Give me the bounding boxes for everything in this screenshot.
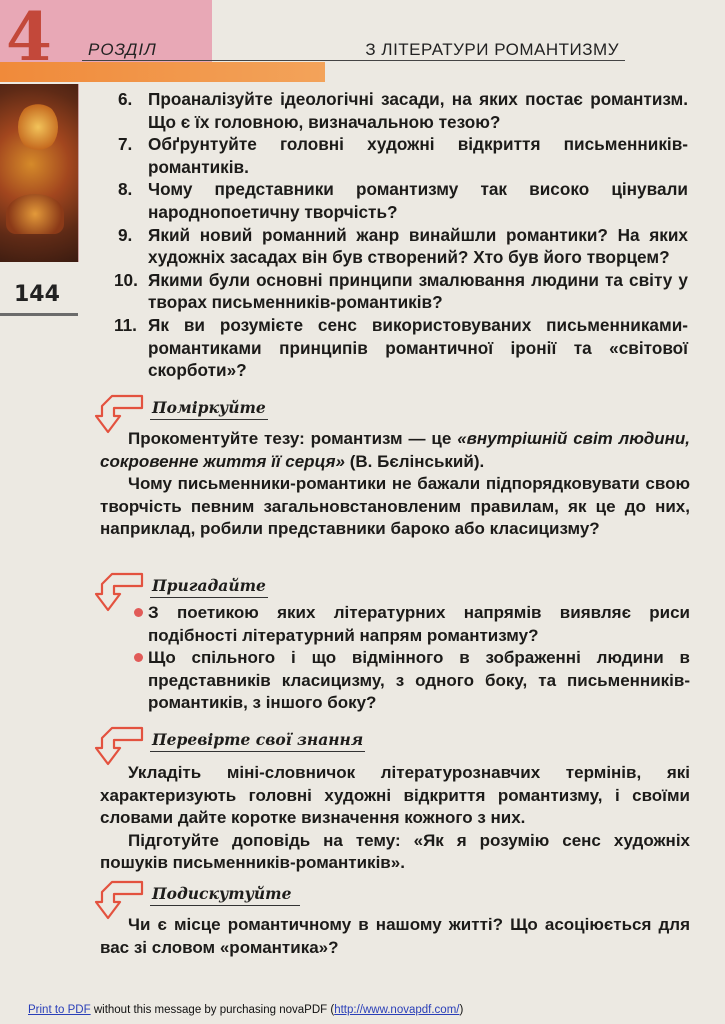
question-list [114, 88, 688, 382]
arrow-icon [94, 392, 148, 436]
question-item [118, 178, 688, 223]
question-item [114, 269, 688, 314]
question-number: 10. [114, 269, 138, 290]
section-header [100, 730, 690, 754]
header-rule [82, 60, 625, 61]
section-remember [100, 576, 690, 715]
section-paragraph: Підготуйте доповідь на тему: «Як я розумію сенс художніх пошуків письменників-романтиків». [100, 830, 690, 873]
bullet-text: Що спільного і що відмінного в зображенні людини в представників класицизму, з одного боку, та письменників-романтиків, з іншого боку? [148, 648, 690, 713]
side-illustration [0, 84, 78, 262]
novapdf-link[interactable]: http://www.novapdf.com/ [334, 1004, 460, 1016]
page-number-rule [0, 313, 78, 316]
question-text: Обґрунтуйте головні художні відкриття письменників-романтиків. [148, 134, 688, 177]
bullet-list [100, 602, 690, 715]
question-number: 11. [114, 314, 137, 335]
question-number: 8. [118, 179, 133, 200]
bullet-item [148, 602, 690, 647]
section-paragraph: Чи є місце романтичному в нашому житті? Що асоціюється для вас зі словом «романтика»? [100, 915, 690, 957]
footer-text: without this message by purchasing novaPDF ( [90, 1004, 335, 1016]
section-discuss [100, 884, 690, 959]
chapter-title: З ЛІТЕРАТУРИ РОМАНТИЗМУ [365, 40, 619, 59]
pdf-footer [28, 1004, 463, 1016]
quote-text: «внутрішній світ людини, сокровенне життя її серця» [100, 429, 690, 471]
section-title: Пригадайте [152, 576, 266, 595]
bullet-text: З поетикою яких літературних напрямів виявляє риси подібності літературний напрям романтизму? [148, 603, 690, 645]
section-reflect [100, 398, 690, 541]
question-number: 9. [118, 224, 133, 245]
question-text: Чому представники романтизму так високо цінували народнопоетичну творчість? [148, 179, 688, 222]
chapter-number: 4 [6, 0, 52, 76]
question-text: Якими були основні принципи змалювання людини та світу у творах письменників-романтиків? [148, 269, 688, 313]
question-item [114, 314, 688, 382]
section-title: Перевірте свої знання [152, 730, 364, 749]
paragraph-text: (В. Бєлінський). [345, 451, 485, 471]
section-title-underline [150, 597, 268, 598]
question-item [118, 88, 688, 133]
question-text: Який новий романний жанр винайшли романтики? На яких художніх засадах він був створений? Хто був його творцем? [148, 224, 688, 268]
section-header [100, 398, 690, 422]
section-check [100, 730, 690, 875]
section-title-underline [150, 419, 268, 420]
bullet-dot [134, 653, 143, 662]
question-number: 6. [118, 89, 133, 109]
illustration-detail [6, 194, 64, 234]
footer-text: ) [459, 1004, 464, 1016]
arrow-icon [94, 724, 148, 768]
question-number: 7. [118, 134, 133, 155]
question-item [118, 224, 688, 269]
bullet-dot [134, 608, 143, 617]
section-header [100, 884, 690, 908]
section-header [100, 576, 690, 600]
section-paragraph: Чому письменники-романтики не бажали підпорядковувати свою творчість певним загальновстановленим правилам, як це до них, наприклад, робили представники бароко або класицизму? [100, 474, 690, 539]
arrow-icon [94, 878, 148, 922]
question-text: Як ви розумієте сенс використовуваних письменниками-романтиками принципів романтичної іронії та «світової скорботи»? [148, 314, 688, 381]
section-title: Поміркуйте [152, 398, 266, 417]
side-divider [78, 84, 79, 262]
page-number: 144 [14, 282, 60, 307]
section-title: Подискутуйте [152, 884, 292, 903]
question-item [118, 133, 688, 178]
section-paragraph [100, 428, 690, 473]
bullet-item [148, 647, 690, 715]
paragraph-text: Прокоментуйте тезу: романтизм — це [128, 429, 458, 448]
illustration-detail [18, 102, 58, 152]
print-to-pdf-link[interactable]: Print to PDF [28, 1004, 91, 1016]
section-title-underline [150, 905, 300, 906]
section-label: РОЗДІЛ [88, 40, 157, 59]
section-paragraph: Укладіть міні-словничок літературознавчих термінів, які характеризують головні художні відкриття романтизму, і своїми словами дайте коротке визначення кожного з них. [100, 763, 690, 828]
question-text: Проаналізуйте ідеологічні засади, на яких постає романтизм. Що є їх головною, визначальною тезою? [148, 89, 688, 132]
section-title-underline [150, 751, 365, 752]
